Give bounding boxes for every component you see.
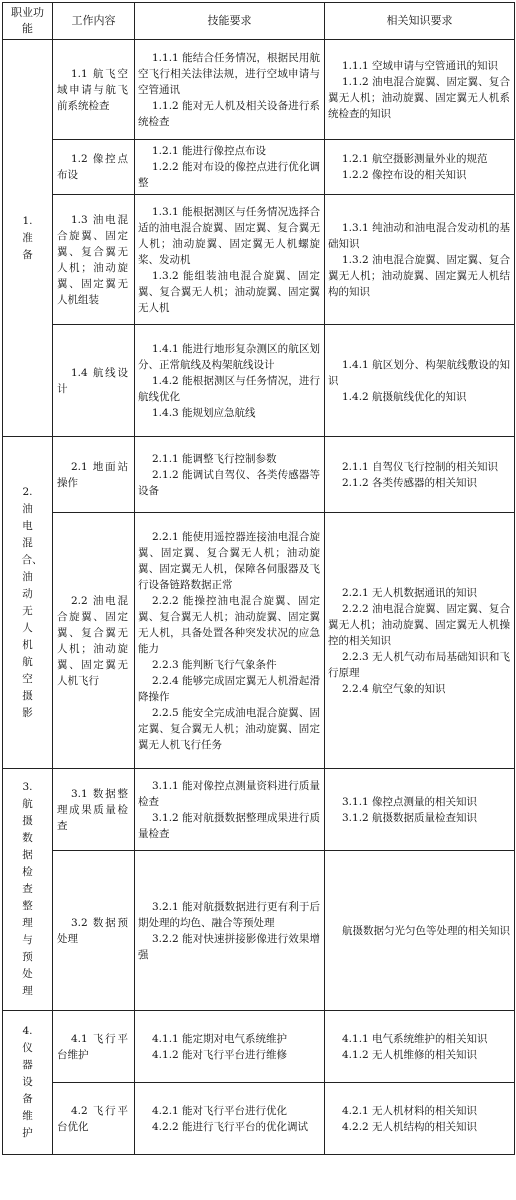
work-cell: 4.1 飞行平台维护	[53, 1011, 135, 1083]
table-row	[3, 769, 515, 851]
skill-cell	[135, 769, 325, 851]
function-cell: 2.油电混合、油动无人机航空摄影	[3, 437, 53, 769]
knowledge-item: 1.3.2 油电混合旋翼、固定翼、复合翼无人机；油动旋翼、固定翼无人机结构的知识	[328, 253, 510, 298]
skill-cell	[135, 140, 325, 195]
knowledge-item: 4.2.2 无人机结构的相关知识	[342, 1120, 478, 1133]
knowledge-item: 3.1.1 像控点测量的相关知识	[342, 795, 478, 808]
knowledge-item: 2.2.1 无人机数据通讯的知识	[342, 586, 478, 599]
table-row	[3, 1011, 515, 1083]
skill-item: 4.1.2 能对飞行平台进行维修	[152, 1048, 288, 1061]
table-row	[3, 195, 515, 325]
work-cell: 3.2 数据预处理	[53, 851, 135, 1011]
knowledge-item: 1.2.2 像控布设的相关知识	[342, 169, 467, 181]
work-cell: 4.2 飞行平台优化	[53, 1083, 135, 1155]
knowledge-cell	[325, 140, 515, 195]
knowledge-item: 1.1.2 油电混合旋翼、固定翼、复合翼无人机；油动旋翼、固定翼无人机系统检查的知识	[328, 75, 510, 120]
table-row	[3, 140, 515, 195]
skill-cell	[135, 437, 325, 513]
function-cell: 1.准备	[3, 40, 53, 437]
table-row	[3, 851, 515, 1011]
skill-item: 2.2.5 能安全完成油电混合旋翼、固定翼、复合翼无人机；油动旋翼、固定翼无人机飞行任务	[138, 706, 320, 751]
skill-item: 2.2.3 能判断飞行气象条件	[152, 658, 277, 671]
skill-item: 1.1.2 能对无人机及相关设备进行系统检查	[138, 99, 320, 128]
skill-item: 4.2.1 能对飞行平台进行优化	[152, 1104, 288, 1117]
knowledge-cell	[325, 769, 515, 851]
header-work: 工作内容	[53, 3, 135, 40]
knowledge-item: 2.2.3 无人机气动布局基础知识和飞行原理	[328, 650, 510, 679]
knowledge-item: 4.2.1 无人机材料的相关知识	[342, 1104, 478, 1117]
knowledge-item: 航摄数据匀光匀色等处理的相关知识	[342, 924, 510, 937]
skill-item: 3.1.1 能对像控点测量资料进行质量检查	[138, 779, 320, 808]
knowledge-cell	[325, 1083, 515, 1155]
skill-item: 1.4.1 能进行地形复杂测区的航区划分、正常航线及构架航线设计	[138, 342, 320, 371]
knowledge-item: 4.1.1 电气系统维护的相关知识	[342, 1032, 488, 1045]
header-skill: 技能要求	[135, 3, 325, 40]
work-cell: 2.2 油电混合旋翼、固定翼、复合翼无人机；油动旋翼、固定翼无人机飞行	[53, 513, 135, 769]
skill-cell	[135, 325, 325, 437]
work-cell: 1.1 航飞空域申请与航飞前系统检查	[53, 40, 135, 140]
skill-item: 4.1.1 能定期对电气系统维护	[152, 1032, 288, 1045]
skill-cell	[135, 40, 325, 140]
knowledge-cell	[325, 851, 515, 1011]
knowledge-cell	[325, 325, 515, 437]
knowledge-item: 2.2.2 油电混合旋翼、固定翼、复合翼无人机；油动旋翼、固定翼无人机操控的相关知识	[328, 602, 510, 647]
skill-item: 1.2.2 能对布设的像控点进行优化调整	[138, 161, 320, 189]
knowledge-item: 2.1.1 自驾仪飞行控制的相关知识	[342, 460, 499, 473]
skill-item: 3.2.1 能对航摄数据进行更有利于后期处理的均色、融合等预处理	[138, 900, 320, 929]
table-row	[3, 40, 515, 140]
work-cell: 2.1 地面站操作	[53, 437, 135, 513]
skill-cell	[135, 513, 325, 769]
work-cell: 1.4 航线设计	[53, 325, 135, 437]
knowledge-cell	[325, 513, 515, 769]
knowledge-item: 3.1.2 航摄数据质量检查知识	[342, 811, 478, 824]
skill-item: 1.3.2 能组装油电混合旋翼、固定翼、复合翼无人机；油动旋翼、固定翼无人机	[138, 269, 320, 314]
header-knowledge: 相关知识要求	[325, 3, 515, 40]
header-row	[3, 3, 515, 40]
skill-item: 2.2.1 能使用遥控器连接油电混合旋翼、固定翼、复合翼无人机；油动旋翼、固定翼无人机，保障各伺服器及飞行设备链路数据正常	[138, 530, 320, 591]
skill-item: 2.1.1 能调整飞行控制参数	[152, 452, 277, 465]
skill-item: 1.3.1 能根据测区与任务情况选择合适的油电混合旋翼、固定翼、复合翼无人机；油动旋翼、固定翼无人机螺旋桨、发动机	[138, 205, 320, 266]
knowledge-item: 1.3.1 纯油动和油电混合发动机的基础知识	[328, 221, 510, 250]
skill-item: 1.4.3 能规划应急航线	[152, 406, 256, 419]
knowledge-item: 1.4.1 航区划分、构架航线敷设的知识	[328, 358, 510, 387]
knowledge-item: 4.1.2 无人机维修的相关知识	[342, 1048, 478, 1061]
work-cell: 1.2 像控点布设	[53, 140, 135, 195]
skill-item: 1.4.2 能根据测区与任务情况，进行航线优化	[138, 374, 320, 403]
skill-cell	[135, 851, 325, 1011]
knowledge-item: 1.4.2 航摄航线优化的知识	[342, 390, 467, 403]
table-row	[3, 1083, 515, 1155]
table-row	[3, 513, 515, 769]
skill-cell	[135, 1011, 325, 1083]
skill-item: 1.1.1 能结合任务情况，根据民用航空飞行相关法律法规，进行空域申请与空管通讯	[138, 51, 320, 96]
knowledge-item: 1.1.1 空域申请与空管通讯的知识	[342, 59, 499, 72]
skill-cell	[135, 1083, 325, 1155]
skill-item: 1.2.1 能进行像控点布设	[152, 145, 267, 157]
skill-item: 2.2.4 能够完成固定翼无人机滑起滑降操作	[138, 674, 320, 703]
skill-item: 2.1.2 能调试自驾仪、各类传感器等设备	[138, 468, 320, 497]
knowledge-item: 2.2.4 航空气象的知识	[342, 682, 446, 695]
skill-item: 4.2.2 能进行飞行平台的优化调试	[152, 1120, 309, 1133]
skill-item: 3.2.2 能对快速拼接影像进行效果增强	[138, 932, 320, 961]
table-row	[3, 325, 515, 437]
work-cell: 3.1 数据整理成果质量检查	[53, 769, 135, 851]
skill-item: 2.2.2 能操控油电混合旋翼、固定翼、复合翼无人机；油动旋翼、固定翼无人机，具备处置各种突发状况的应急能力	[138, 594, 320, 655]
work-cell: 1.3 油电混合旋翼、固定翼、复合翼无人机；油动旋翼、固定翼无人机组装	[53, 195, 135, 325]
function-cell: 4.仪器设备维护	[3, 1011, 53, 1155]
function-cell: 3.航摄数据检查整理与预处理	[3, 769, 53, 1011]
knowledge-cell	[325, 195, 515, 325]
knowledge-cell	[325, 40, 515, 140]
knowledge-item: 2.1.2 各类传感器的相关知识	[342, 476, 478, 489]
skills-table	[2, 2, 515, 1155]
knowledge-item: 1.2.1 航空摄影测量外业的规范	[342, 153, 488, 165]
knowledge-cell	[325, 437, 515, 513]
knowledge-cell	[325, 1011, 515, 1083]
skill-item: 3.1.2 能对航摄数据整理成果进行质量检查	[138, 811, 320, 840]
table-row	[3, 437, 515, 513]
skill-cell	[135, 195, 325, 325]
header-function: 职业功能	[3, 3, 53, 40]
